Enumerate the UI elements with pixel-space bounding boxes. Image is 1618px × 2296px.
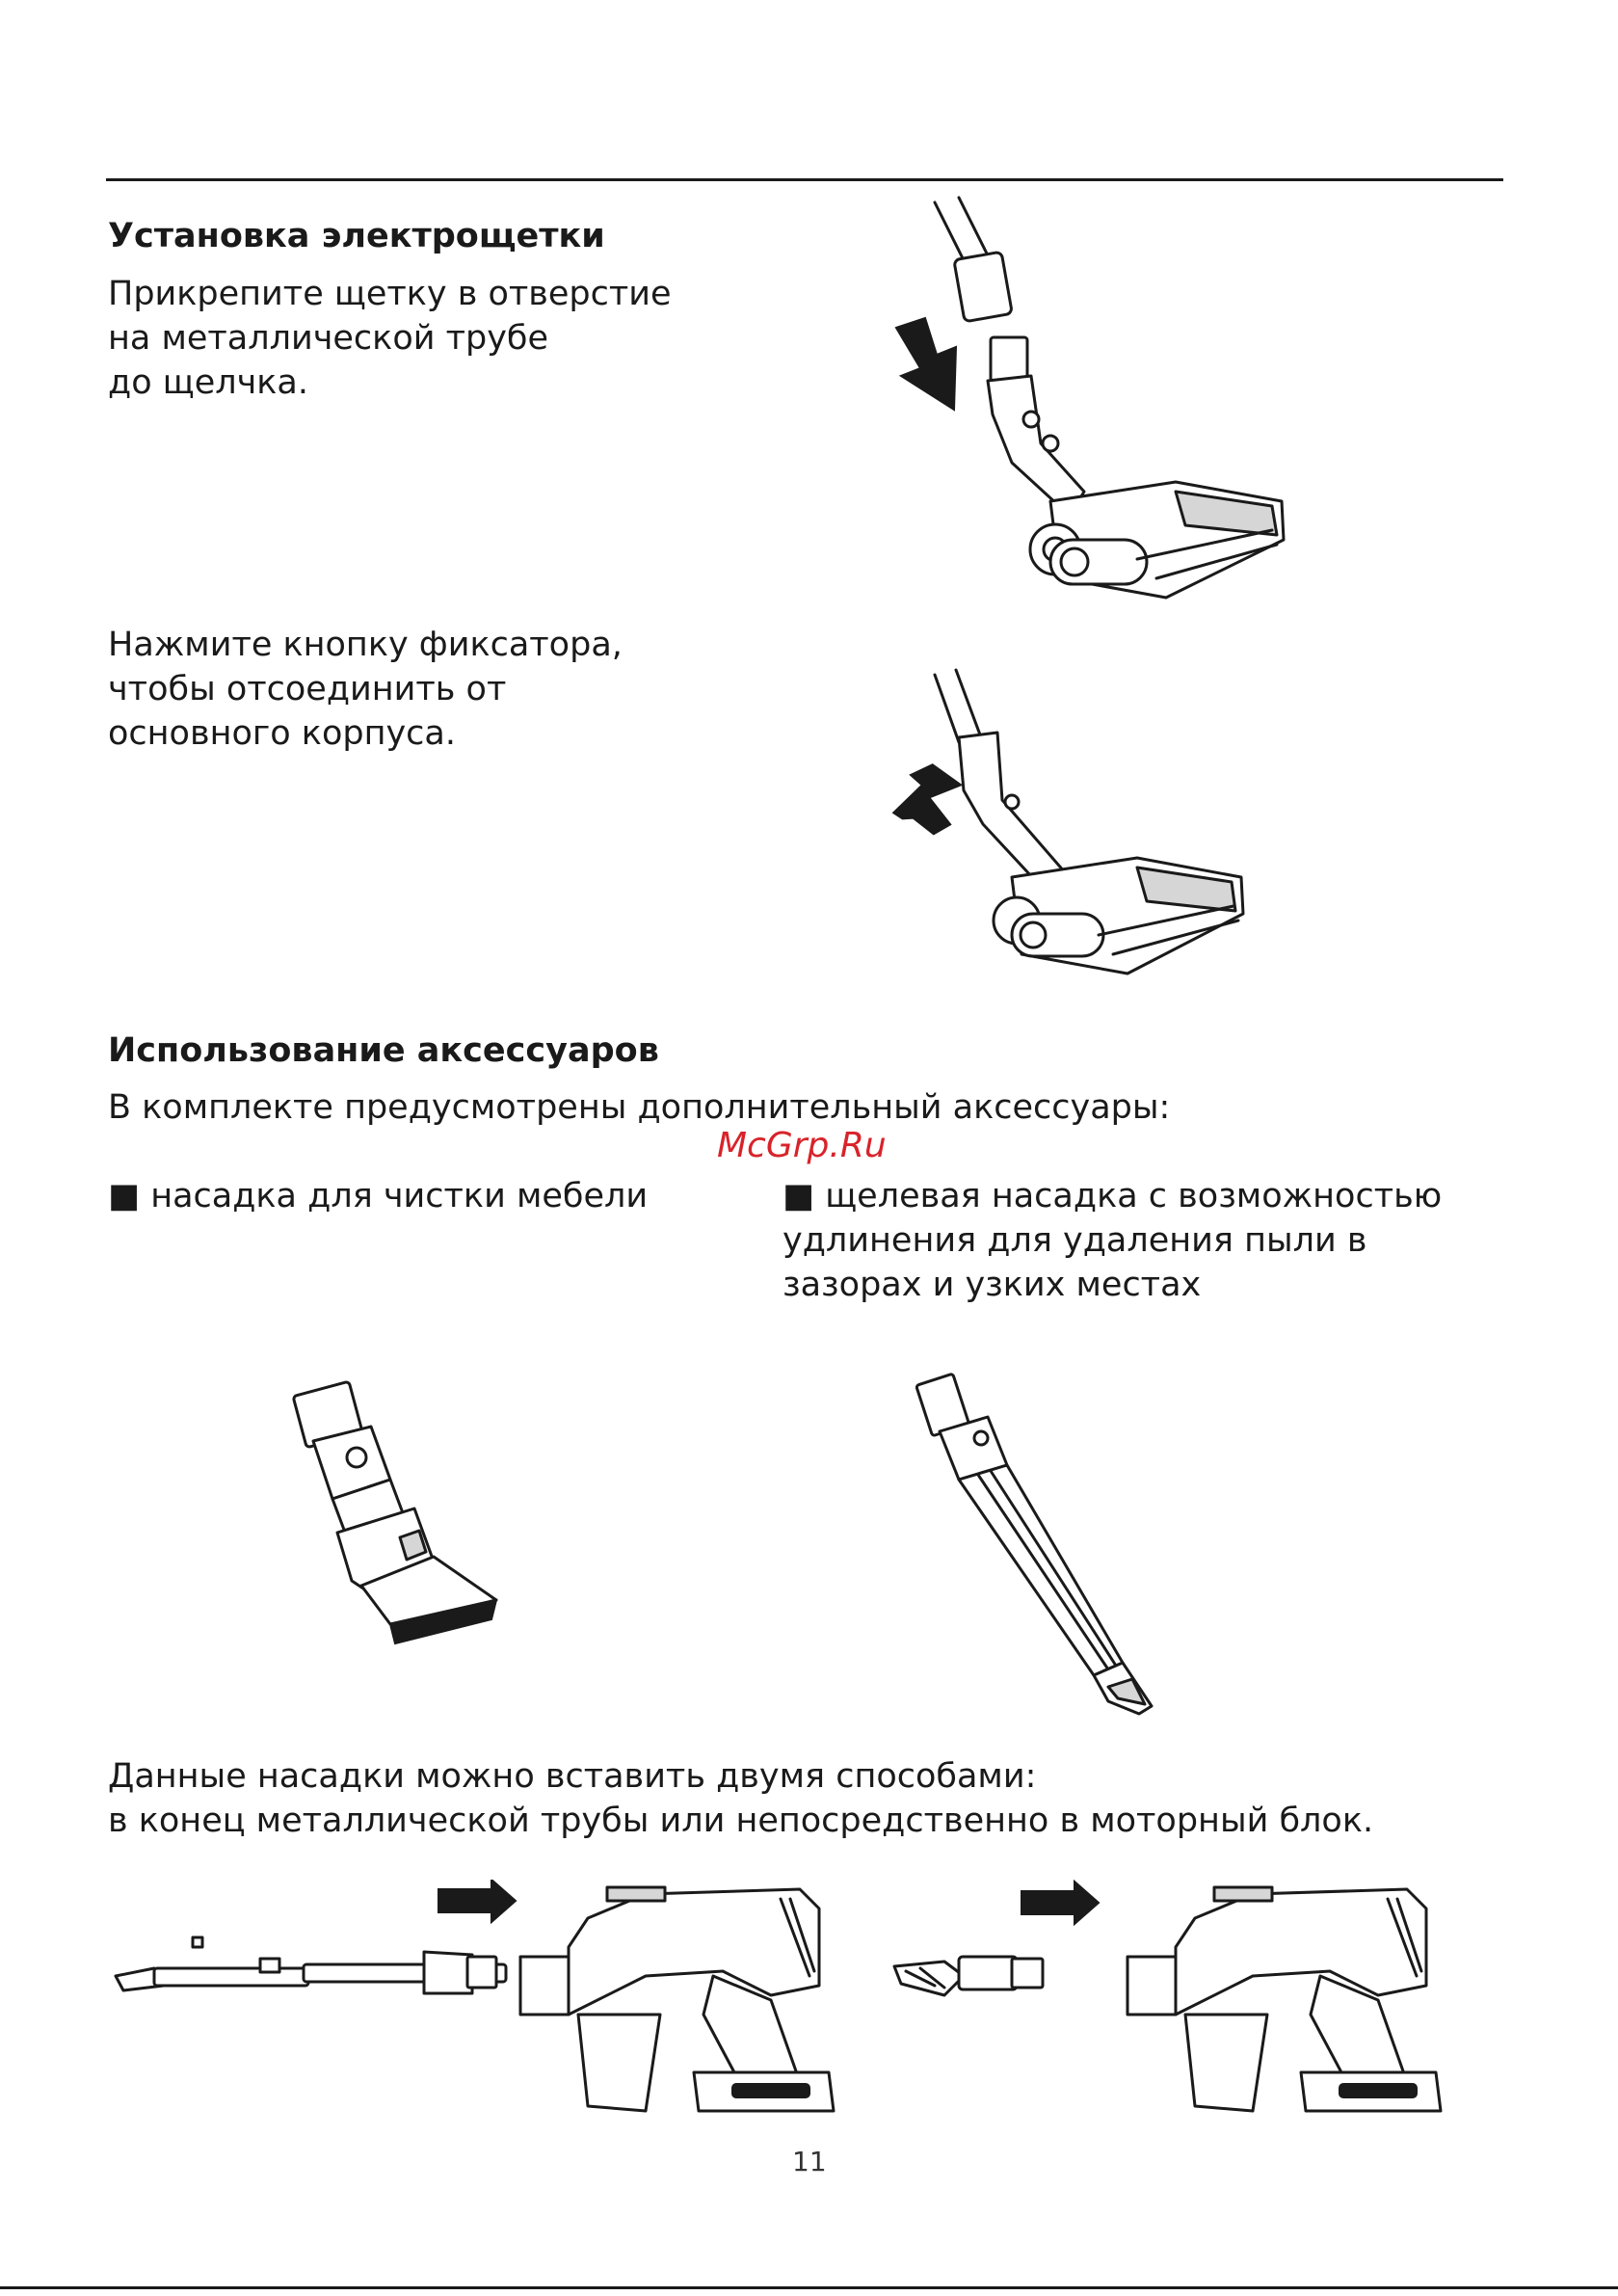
release-line: чтобы отсоединить от <box>108 670 507 708</box>
install-line: Прикрепите щетку в отверстие <box>108 275 672 313</box>
right-arrow-icon <box>438 1880 516 1922</box>
bullet-crevice-nozzle <box>782 1174 1442 1307</box>
detach-brush-illustration <box>867 665 1272 993</box>
right-arrow-icon <box>1021 1882 1099 1924</box>
insert-line: Данные насадки можно вставить двумя способами: <box>108 1757 1037 1796</box>
install-line: до щелчка. <box>108 363 309 402</box>
crevice-line: ■ щелевая насадка с возможностью <box>782 1177 1443 1215</box>
install-line: на металлической трубе <box>108 319 549 358</box>
crevice-tool-illustration <box>915 1369 1185 1735</box>
bottom-divider <box>0 2286 1618 2289</box>
install-brush-heading: Установка электрощетки <box>108 217 605 255</box>
accessories-intro: В комплекте предусмотрены дополнительный аксессуары: <box>108 1088 1171 1127</box>
bullet-furniture-nozzle: ■ насадка для чистки мебели <box>108 1177 649 1215</box>
insert-methods-text <box>108 1754 1373 1843</box>
crevice-line: зазорах и узких местах <box>782 1266 1202 1304</box>
down-arrow-icon <box>896 318 956 410</box>
page-number: 11 <box>792 2146 827 2177</box>
tube-insertion-illustration <box>106 1880 838 2121</box>
crevice-line: удлинения для удаления пыли в <box>782 1221 1367 1260</box>
top-divider <box>106 178 1503 181</box>
accessories-heading: Использование аксессуаров <box>108 1031 659 1070</box>
insert-line: в конец металлической трубы или непосредственно в моторный блок. <box>108 1802 1374 1840</box>
release-brush-instructions <box>108 623 623 756</box>
attach-brush-illustration <box>867 193 1311 617</box>
install-brush-instructions <box>108 272 672 405</box>
watermark: McGrp.Ru <box>717 1126 887 1165</box>
release-line: основного корпуса. <box>108 714 456 753</box>
furniture-brush-illustration <box>279 1369 511 1658</box>
release-line: Нажмите кнопку фиксатора, <box>108 626 623 664</box>
direct-insertion-illustration <box>887 1880 1465 2121</box>
